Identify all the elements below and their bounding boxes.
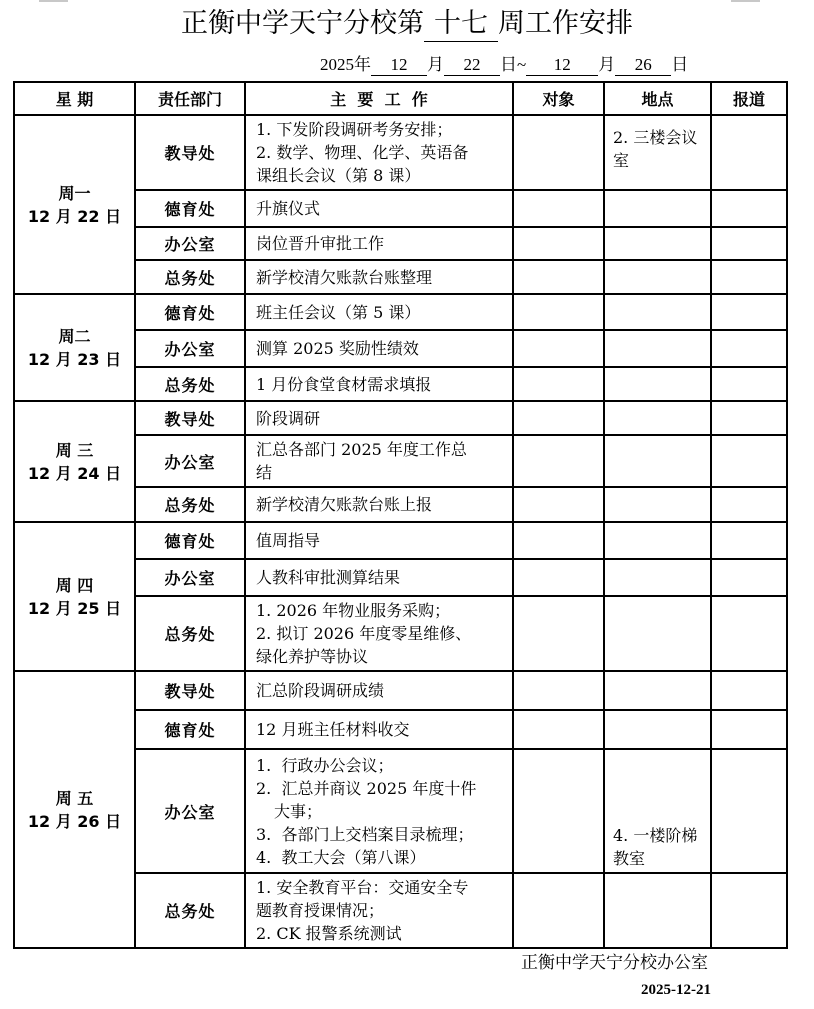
footer-date: 2025-12-21 [641,982,711,998]
department-cell: 教导处 [135,671,245,710]
header-weekday: 星 期 [14,82,135,115]
location-cell [604,190,711,227]
work-line: 2. 拟订 2026 年度零星维修、 [256,624,472,643]
end-month: 12 [526,55,598,76]
work-line: 绿化养护等协议 [256,647,369,666]
work-cell [245,294,513,330]
location-cell [604,487,711,522]
target-cell [513,873,604,948]
weekday-label: 周 五 [55,788,94,808]
date-range [320,53,688,77]
table-header-row [14,82,787,115]
department-cell: 办公室 [135,435,245,487]
work-cell [245,227,513,260]
department-cell: 办公室 [135,330,245,367]
date-label: 12 月 26 日 [27,811,122,831]
work-line: 结 [256,463,273,482]
location-cell [604,522,711,559]
location-cell [604,367,711,401]
work-line: 12 月班主任材料收交 [256,720,410,739]
work-line: 阶段调研 [256,408,321,428]
work-line: 大事； [274,801,323,821]
department-cell: 办公室 [135,559,245,596]
day-cell-friday [14,671,135,948]
title-suffix: 周工作安排 [498,8,633,39]
work-cell [245,873,513,948]
start-month: 12 [371,55,427,76]
target-cell [513,330,604,367]
work-line: 汇总阶段调研成绩 [256,681,385,700]
work-cell [245,487,513,522]
target-cell [513,487,604,522]
location-cell [604,435,711,487]
weekday-label: 周 三 [55,440,94,460]
work-cell [245,330,513,367]
table-row [14,671,787,710]
work-line: 班主任会议（第 5 课） [256,302,421,322]
table-row [14,115,787,190]
target-cell [513,367,604,401]
work-line: 课组长会议（第 8 课） [256,166,421,185]
work-line: 岗位晋升审批工作 [256,234,385,253]
start-day: 22 [444,55,500,76]
work-line: 2. 数学、物理、化学、英语备 [256,143,469,162]
work-line: 汇总各部门 2025 年度工作总 [256,440,467,459]
location-cell [604,294,711,330]
report-cell [711,367,787,401]
table-row [14,522,787,559]
footer-organization: 正衡中学天宁分校办公室 [521,953,708,973]
target-cell [513,190,604,227]
work-line: 1. 行政办公会议； [256,755,394,775]
department-cell: 总务处 [135,260,245,294]
report-cell [711,873,787,948]
month-label: 月 [427,55,444,74]
header-target: 对象 [513,82,604,115]
header-location: 地点 [604,82,711,115]
location-cell: 4. 一楼阶梯教室 [604,749,711,873]
department-cell: 德育处 [135,522,245,559]
page-corner-mark-right [731,0,760,2]
title-prefix: 正衡中学天宁分校第 [181,8,424,39]
work-cell [245,596,513,671]
department-cell: 德育处 [135,710,245,749]
page-corner-mark-left [39,0,68,2]
department-cell: 总务处 [135,367,245,401]
department-cell: 总务处 [135,596,245,671]
work-cell [245,115,513,190]
department-cell: 教导处 [135,401,245,435]
work-cell [245,367,513,401]
location-cell [604,401,711,435]
target-cell [513,596,604,671]
work-line: 人教科审批测算结果 [256,568,401,587]
work-cell [245,522,513,559]
work-line: 2. 汇总并商议 2025 年度十件 [256,778,477,798]
work-line: 1 月份食堂食材需求填报 [256,374,432,394]
target-cell [513,435,604,487]
report-cell [711,487,787,522]
work-line: 值周指导 [256,531,321,550]
header-main-work: 主 要 工 作 [245,82,513,115]
work-line: 1. 下发阶段调研考务安排； [256,120,453,139]
date-label: 12 月 24 日 [27,463,122,483]
date-label: 12 月 23 日 [27,349,122,369]
report-cell [711,522,787,559]
report-cell [711,115,787,190]
department-cell: 总务处 [135,873,245,948]
document-title [0,4,814,44]
date-label: 12 月 25 日 [27,598,122,618]
date-label: 12 月 22 日 [27,206,122,226]
work-cell [245,435,513,487]
location-cell [604,330,711,367]
department-cell: 办公室 [135,749,245,873]
work-cell [245,749,513,873]
department-cell: 总务处 [135,487,245,522]
work-line: 新学校清欠账款台账上报 [256,495,433,514]
report-cell [711,401,787,435]
report-cell [711,559,787,596]
header-report: 报道 [711,82,787,115]
work-line: 题教育授课情况； [256,901,385,920]
target-cell [513,559,604,596]
work-line: 1. 安全教育平台：交通安全专 [256,878,469,897]
work-line: 4. 教工大会（第八课） [256,847,426,867]
weekday-label: 周一 [58,183,91,203]
target-cell [513,115,604,190]
year-label: 年 [354,55,371,74]
work-cell [245,671,513,710]
target-cell [513,710,604,749]
report-cell [711,749,787,873]
location-cell [604,671,711,710]
department-cell: 教导处 [135,115,245,190]
work-line: 3. 各部门上交档案目录梳理； [256,824,474,844]
work-cell [245,190,513,227]
work-line: 1. 2026 年物业服务采购； [256,601,451,620]
location-cell [604,559,711,596]
report-cell [711,294,787,330]
work-line: 升旗仪式 [256,199,321,218]
end-month-label: 月 [598,55,616,74]
target-cell [513,294,604,330]
location-cell [604,596,711,671]
day-cell-wednesday [14,401,135,522]
department-cell: 办公室 [135,227,245,260]
end-day-label: 日 [671,55,689,74]
work-cell [245,401,513,435]
location-cell [604,260,711,294]
target-cell [513,401,604,435]
work-cell [245,559,513,596]
weekday-label: 周 四 [55,575,94,595]
day-cell-monday [14,115,135,294]
title-week-number: 十七 [424,7,498,42]
end-day: 26 [615,55,671,76]
table-row [14,294,787,330]
target-cell [513,749,604,873]
table-row [14,401,787,435]
report-cell [711,710,787,749]
report-cell [711,330,787,367]
location-cell [604,710,711,749]
target-cell [513,522,604,559]
work-line: 新学校清欠账款台账整理 [256,267,433,287]
report-cell [711,260,787,294]
location-cell [604,873,711,948]
schedule-table [13,81,788,949]
report-cell [711,227,787,260]
report-cell [711,596,787,671]
day-label: 日~ [500,55,527,74]
start-year: 2025 [320,55,354,74]
header-department: 责任部门 [135,82,245,115]
location-cell [604,227,711,260]
target-cell [513,671,604,710]
department-cell: 德育处 [135,190,245,227]
report-cell [711,671,787,710]
report-cell [711,435,787,487]
work-line: 测算 2025 奖励性绩效 [256,339,419,358]
weekday-label: 周二 [58,326,91,346]
work-line: 2. CK 报警系统测试 [256,924,402,943]
day-cell-thursday [14,522,135,671]
work-cell [245,710,513,749]
day-cell-tuesday [14,294,135,401]
location-cell: 2. 三楼会议室 [604,115,711,190]
target-cell [513,260,604,294]
target-cell [513,227,604,260]
work-cell [245,260,513,294]
report-cell [711,190,787,227]
department-cell: 德育处 [135,294,245,330]
